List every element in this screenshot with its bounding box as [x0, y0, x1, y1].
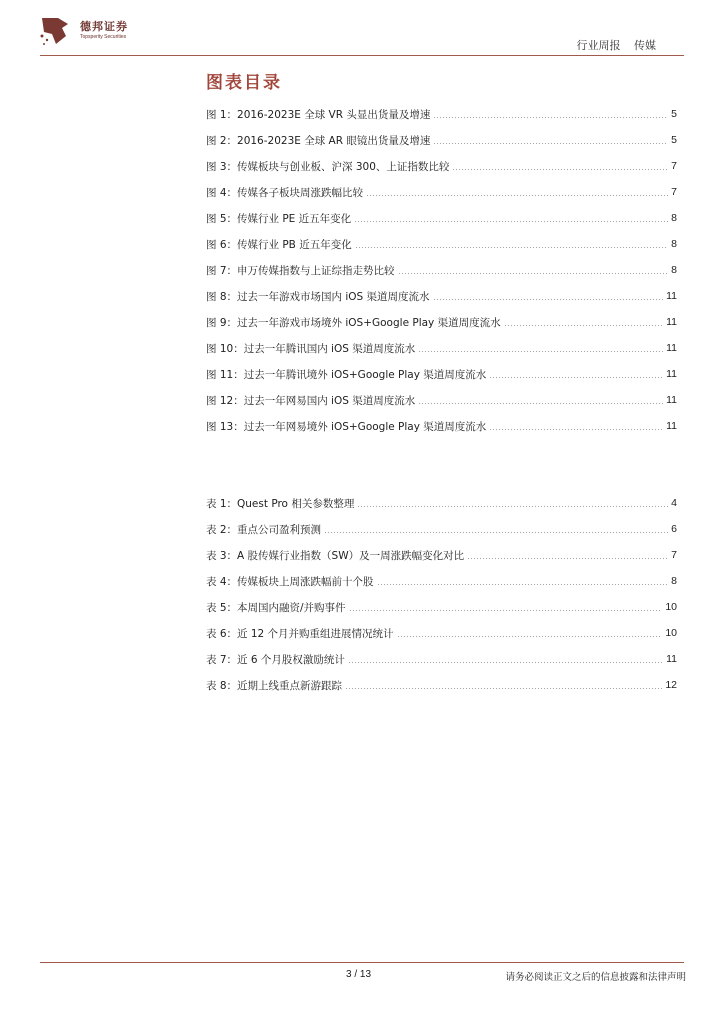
toc-table-entry[interactable] [206, 594, 677, 620]
logo-mark-icon [38, 14, 74, 48]
toc-figure-entry-label: 图 7：申万传媒指数与上证综指走势比较 [206, 264, 395, 277]
dot-leader [418, 403, 663, 404]
toc-figure-entry[interactable] [206, 205, 677, 231]
report-type: 行业周报 [576, 39, 621, 52]
toc-figure-entry[interactable] [206, 361, 677, 387]
toc-figure-entry[interactable] [206, 127, 677, 153]
toc-figure-entry-page: 5 [671, 108, 677, 120]
toc-table-entry-label: 表 8：近期上线重点新游跟踪 [206, 679, 343, 692]
dot-leader [433, 117, 668, 118]
toc-table-entry[interactable] [206, 646, 677, 672]
dot-leader [377, 584, 669, 585]
toc-figure-entry-page: 8 [671, 212, 677, 224]
toc-figure-entry-page: 7 [671, 160, 677, 172]
dot-leader [452, 169, 668, 170]
dot-leader [345, 688, 662, 689]
sector-name: 传媒 [634, 39, 656, 52]
page-number: 3 / 13 [346, 969, 372, 980]
dot-leader [324, 532, 668, 533]
dot-leader [433, 143, 668, 144]
toc-figure-entry[interactable] [206, 101, 677, 127]
dot-leader [397, 636, 663, 637]
toc-figure-entry[interactable] [206, 413, 677, 439]
toc-table-entry-label: 表 5：本周国内融资/并购事件 [206, 601, 346, 614]
dot-leader [467, 558, 668, 559]
toc-table-entry-label: 表 2：重点公司盈利预测 [206, 523, 322, 536]
report-header [577, 37, 657, 53]
logo-subtitle: Topsperity Securities [80, 34, 127, 40]
toc-figure-entry-label: 图 3：传媒板块与创业板、沪深 300、上证指数比较 [206, 160, 450, 173]
toc-table-entry-page: 10 [665, 627, 677, 639]
toc-figure-entry-label: 图 5：传媒行业 PE 近五年变化 [206, 212, 352, 225]
dot-leader [348, 662, 663, 663]
dot-leader [504, 325, 663, 326]
toc-figure-entry[interactable] [206, 179, 677, 205]
toc-table-entry-label: 表 7：近 6 个月股权激励统计 [206, 653, 345, 666]
toc-figure-entry-page: 11 [666, 394, 677, 406]
toc-figure-entry[interactable] [206, 309, 677, 335]
toc-figure-entry-label: 图 8：过去一年游戏市场国内 iOS 渠道周度流水 [206, 290, 430, 303]
toc-figure-entry-page: 5 [671, 134, 677, 146]
dot-leader [418, 351, 663, 352]
toc-figure-entry-label: 图 13：过去一年网易境外 iOS+Google Play 渠道周度流水 [206, 420, 487, 433]
dot-leader [489, 429, 663, 430]
header-divider [40, 55, 684, 56]
toc-figure-entry-label: 图 6：传媒行业 PB 近五年变化 [206, 238, 352, 251]
toc-table-entry[interactable] [206, 620, 677, 646]
logo-name: 德邦证券 [80, 20, 128, 33]
toc-figure-entry[interactable] [206, 231, 677, 257]
toc-figure-entry[interactable] [206, 283, 677, 309]
toc-table-entry-label: 表 3：A 股传媒行业指数（SW）及一周涨跌幅变化对比 [206, 549, 465, 562]
toc-table-entry-page: 7 [671, 549, 677, 561]
dot-leader [354, 221, 668, 222]
toc-figure-entry-label: 图 10：过去一年腾讯国内 iOS 渠道周度流水 [206, 342, 416, 355]
toc-table-entry[interactable] [206, 672, 677, 698]
toc-table-entry-page: 4 [671, 497, 677, 509]
toc-figure-entry[interactable] [206, 257, 677, 283]
toc-figure-entry-page: 7 [671, 186, 677, 198]
toc-figure-entry-label: 图 2：2016-2023E 全球 AR 眼镜出货量及增速 [206, 134, 431, 147]
dot-leader [355, 247, 668, 248]
toc-table-entry[interactable] [206, 516, 677, 542]
dot-leader [349, 610, 663, 611]
dot-leader [357, 506, 668, 507]
toc-figure-entry-page: 11 [666, 420, 677, 432]
toc-figure-entry-page: 8 [671, 264, 677, 276]
toc-table-entry-label: 表 1：Quest Pro 相关参数整理 [206, 497, 355, 510]
toc-figure-entry[interactable] [206, 387, 677, 413]
toc-table-entry-page: 11 [666, 653, 677, 665]
toc-table-entry-page: 8 [671, 575, 677, 587]
toc-title: 图表目录 [206, 73, 282, 93]
table-list [206, 490, 677, 698]
company-logo [38, 14, 158, 50]
figure-list [206, 101, 677, 439]
toc-table-entry-page: 6 [671, 523, 677, 535]
toc-figure-entry-label: 图 9：过去一年游戏市场境外 iOS+Google Play 渠道周度流水 [206, 316, 501, 329]
disclaimer-note: 请务必阅读正文之后的信息披露和法律声明 [505, 972, 686, 983]
footer-divider [40, 962, 684, 963]
toc-table-entry-label: 表 6：近 12 个月并购重组进展情况统计 [206, 627, 394, 640]
toc-figure-entry[interactable] [206, 335, 677, 361]
toc-figure-entry-label: 图 11：过去一年腾讯境外 iOS+Google Play 渠道周度流水 [206, 368, 487, 381]
dot-leader [366, 195, 668, 196]
dot-leader [489, 377, 663, 378]
dot-leader [433, 299, 664, 300]
toc-figure-entry[interactable] [206, 153, 677, 179]
toc-figure-entry-page: 11 [666, 368, 677, 380]
toc-table-entry-page: 10 [665, 601, 677, 613]
toc-figure-entry-label: 图 4：传媒各子板块周涨跌幅比较 [206, 186, 364, 199]
toc-table-entry-page: 12 [665, 679, 677, 691]
toc-table-entry[interactable] [206, 490, 677, 516]
toc-figure-entry-label: 图 12：过去一年网易国内 iOS 渠道周度流水 [206, 394, 416, 407]
toc-table-entry[interactable] [206, 568, 677, 594]
toc-figure-entry-page: 8 [671, 238, 677, 250]
toc-figure-entry-label: 图 1：2016-2023E 全球 VR 头显出货量及增速 [206, 108, 431, 121]
toc-figure-entry-page: 11 [666, 342, 677, 354]
toc-table-entry[interactable] [206, 542, 677, 568]
dot-leader [398, 273, 669, 274]
toc-figure-entry-page: 11 [666, 290, 677, 302]
toc-figure-entry-page: 11 [666, 316, 677, 328]
toc-table-entry-label: 表 4：传媒板块上周涨跌幅前十个股 [206, 575, 374, 588]
